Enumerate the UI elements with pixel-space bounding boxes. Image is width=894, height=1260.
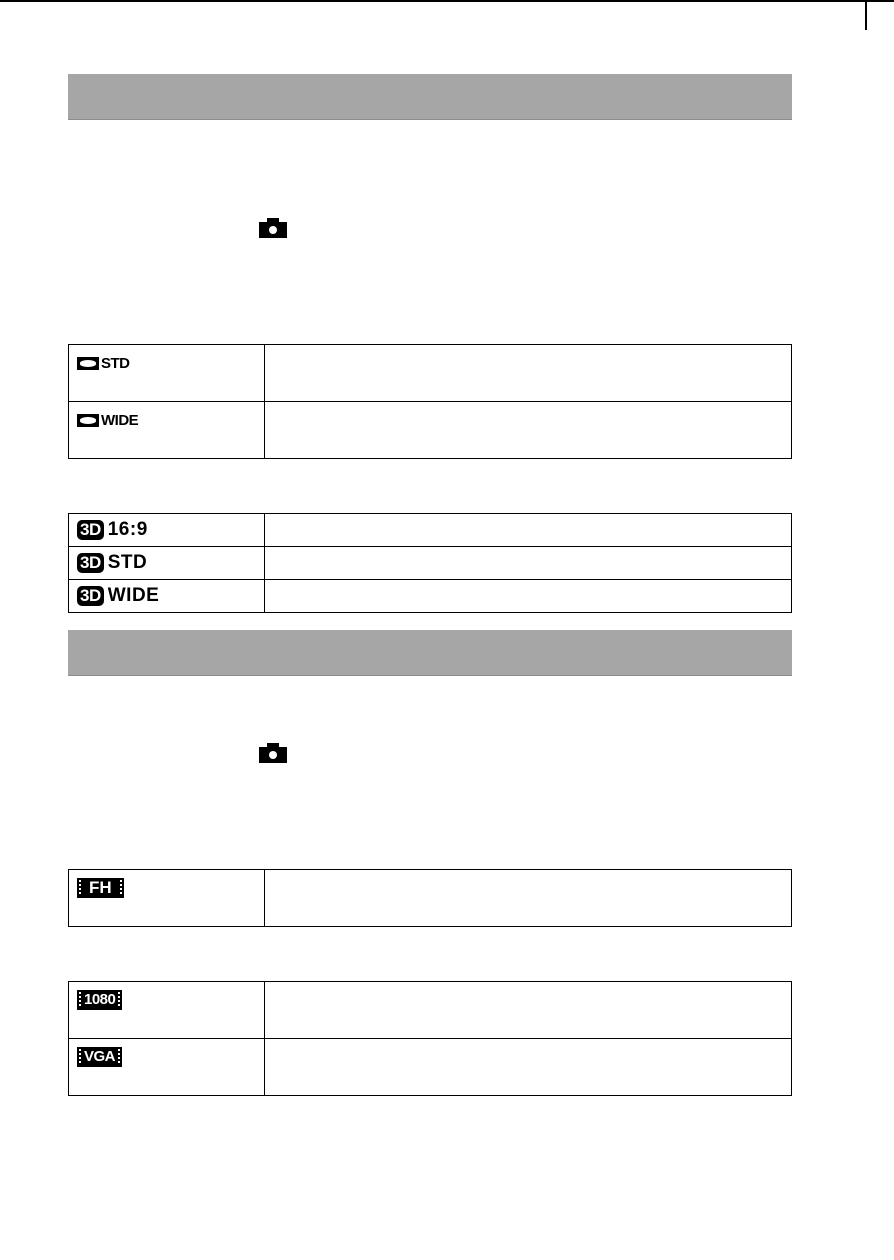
table-cell-icon xyxy=(69,1039,265,1096)
table-row xyxy=(69,982,792,1039)
table-row xyxy=(69,547,792,580)
table-cell-description xyxy=(265,870,792,927)
table-cell-icon xyxy=(69,402,265,459)
camera-icon xyxy=(259,218,287,238)
table-cell-icon xyxy=(69,580,265,613)
table-row xyxy=(69,514,792,547)
three-d-wide-label: WIDE xyxy=(107,585,160,606)
panorama-wide-label: WIDE xyxy=(101,411,139,429)
film-icon: 1080 xyxy=(77,990,122,1010)
panorama-std-label: STD xyxy=(101,354,130,372)
table-row xyxy=(69,402,792,459)
three-d-std-label: STD xyxy=(107,552,148,573)
table-cell-description xyxy=(265,402,792,459)
three-d-badge-icon: 3D xyxy=(77,520,104,540)
film-icon: FH xyxy=(77,878,124,898)
movie-format-table xyxy=(68,869,792,927)
panorama-icon xyxy=(77,357,99,370)
camera-icon xyxy=(259,743,287,763)
table-cell-description xyxy=(265,547,792,580)
table-cell-icon xyxy=(69,514,265,547)
table-cell-icon xyxy=(69,870,265,927)
three-d-table xyxy=(68,513,792,613)
section-header-bar-2 xyxy=(68,630,792,676)
three-d-16-9-label: 16:9 xyxy=(107,519,148,540)
three-d-badge-icon: 3D xyxy=(77,586,104,606)
table-row xyxy=(69,580,792,613)
table-cell-description xyxy=(265,580,792,613)
table-cell-description xyxy=(265,1039,792,1096)
three-d-badge-icon: 3D xyxy=(77,553,104,573)
table-cell-description xyxy=(265,514,792,547)
panorama-table xyxy=(68,344,792,459)
top-rule xyxy=(0,0,894,2)
table-row xyxy=(69,1039,792,1096)
table-cell-description xyxy=(265,345,792,402)
table-cell-icon xyxy=(69,345,265,402)
table-cell-icon xyxy=(69,982,265,1039)
table-row xyxy=(69,345,792,402)
table-cell-description xyxy=(265,982,792,1039)
movie-size-table xyxy=(68,981,792,1096)
table-row xyxy=(69,870,792,927)
table-cell-icon xyxy=(69,547,265,580)
top-rule-end xyxy=(865,0,867,30)
panorama-icon xyxy=(77,414,99,427)
section-header-bar-1 xyxy=(68,74,792,120)
film-icon: VGA xyxy=(77,1047,122,1067)
